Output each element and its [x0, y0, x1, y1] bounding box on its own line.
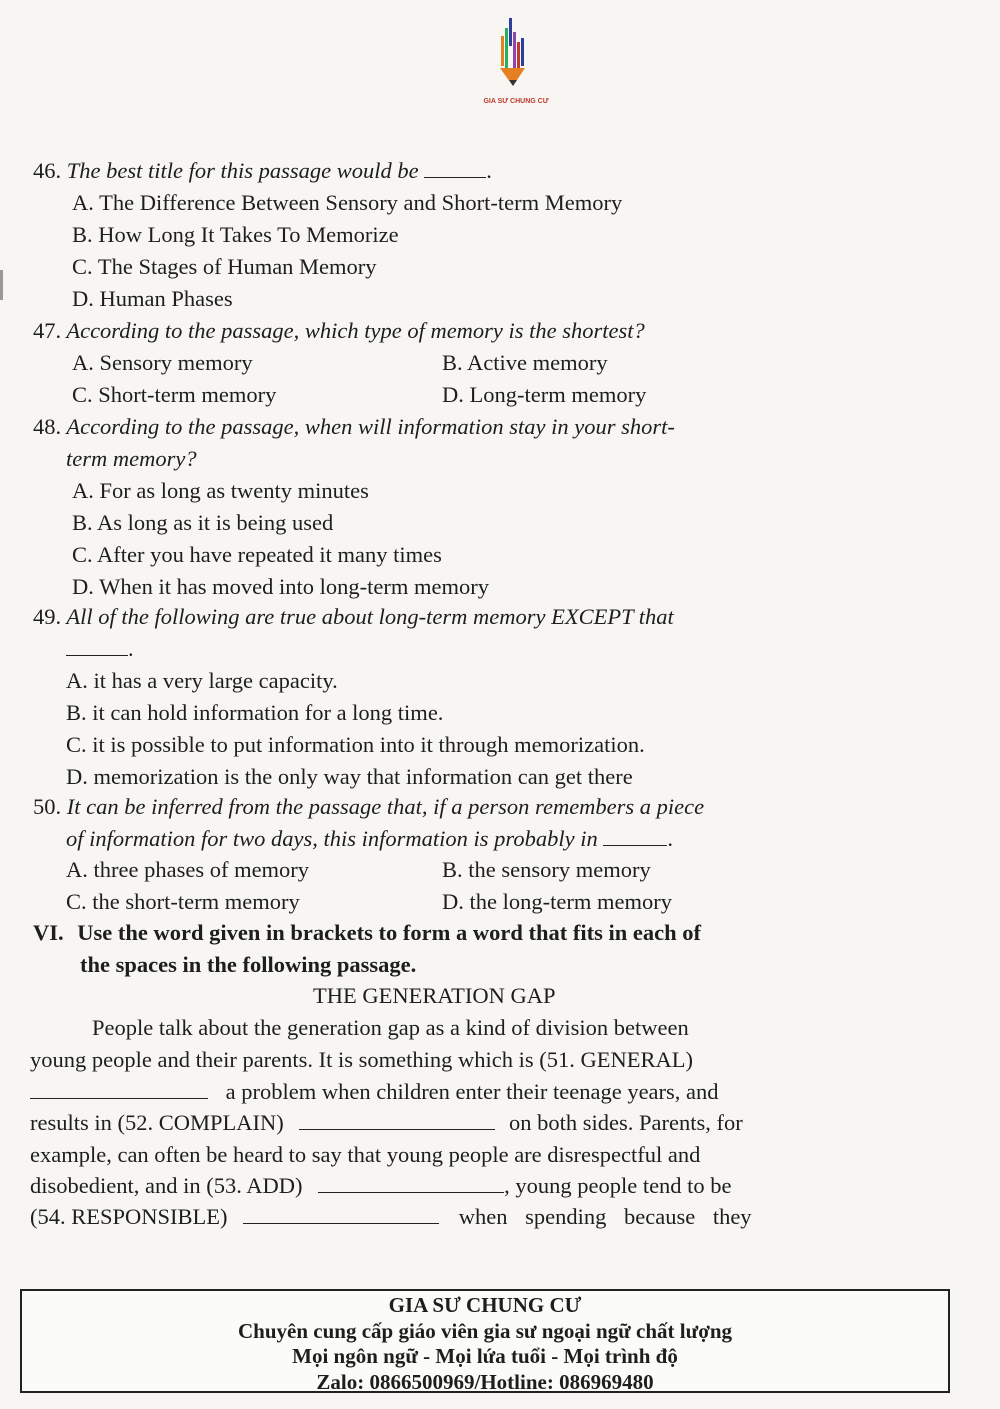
question-47-stem [33, 318, 645, 344]
question-48-stem-cont: term memory? [66, 446, 197, 471]
option-47d: D. Long-term memory [442, 382, 647, 407]
question-50-stem-cont [66, 826, 673, 852]
option-46c: C. The Stages of Human Memory [72, 254, 377, 279]
passage-line-1: People talk about the generation gap as a kind of division between [92, 1015, 689, 1040]
passage-line-4 [30, 1110, 743, 1136]
option-50a: A. three phases of memory [66, 857, 310, 882]
punctuation: . [667, 826, 673, 851]
pencil-logo-icon [478, 14, 554, 98]
option-48d: D. When it has moved into long-term memory [72, 574, 490, 599]
option-47b: B. Active memory [442, 350, 608, 375]
passage-text: disobedient, and in (53. ADD) [30, 1173, 303, 1198]
question-49-blank [66, 636, 134, 662]
passage-text: results in (52. COMPLAIN) [30, 1110, 284, 1135]
answer-blank [603, 827, 667, 846]
question-50-stem [33, 794, 704, 820]
logo [478, 14, 554, 110]
option-49b: B. it can hold information for a long time. [66, 700, 444, 725]
passage-text: , young people tend to be [504, 1173, 732, 1198]
option-49c: C. it is possible to put information into it through memorization. [66, 732, 645, 757]
question-number: 48. [33, 414, 62, 439]
question-number: 46. [33, 158, 62, 183]
passage-text: a problem when children enter their teenage years, and [225, 1079, 719, 1104]
answer-blank-53[interactable] [318, 1174, 504, 1193]
section-6-instruction-cont: the spaces in the following passage. [80, 952, 417, 977]
passage-line-2: young people and their parents. It is something which is (51. GENERAL) [30, 1047, 694, 1072]
answer-blank-54[interactable] [243, 1205, 439, 1224]
question-49-stem [33, 604, 674, 630]
answer-blank-52[interactable] [299, 1111, 495, 1130]
option-49a: A. it has a very large capacity. [66, 668, 338, 693]
punctuation: . [486, 158, 492, 183]
question-46-stem [33, 158, 492, 184]
scan-mark [0, 270, 3, 300]
logo-text: GIA SƯ CHUNG CƯ [483, 98, 549, 105]
option-46b: B. How Long It Takes To Memorize [72, 222, 399, 247]
section-number: VI. [33, 920, 64, 945]
question-text: According to the passage, which type of memory is the shortest? [66, 318, 645, 343]
passage-line-5: example, can often be heard to say that young people are disrespectful and [30, 1142, 701, 1167]
question-text: All of the following are true about long-term memory EXCEPT that [66, 604, 674, 629]
passage-text: on both sides. Parents, for [509, 1110, 743, 1135]
answer-blank [66, 637, 128, 656]
question-text: of information for two days, this information is probably in [66, 826, 598, 851]
passage-line-3 [30, 1079, 719, 1105]
option-46d: D. Human Phases [72, 286, 233, 311]
option-48a: A. For as long as twenty minutes [72, 478, 369, 503]
option-49d: D. memorization is the only way that information can get there [66, 764, 633, 789]
section-6-instruction [33, 920, 701, 946]
passage-line-7 [30, 1204, 752, 1230]
question-text: The best title for this passage would be [66, 158, 419, 183]
option-47c: C. Short-term memory [72, 382, 277, 407]
passage-text: (54. RESPONSIBLE) [30, 1204, 228, 1229]
passage-text: when spending because they [458, 1204, 752, 1229]
passage-line-6 [30, 1173, 732, 1199]
question-number: 47. [33, 318, 62, 343]
answer-blank-51[interactable] [30, 1080, 208, 1099]
option-50d: D. the long-term memory [442, 889, 672, 914]
option-50c: C. the short-term memory [66, 889, 300, 914]
question-text: It can be inferred from the passage that, if a person remembers a piece [66, 794, 705, 819]
option-48c: C. After you have repeated it many times [72, 542, 442, 567]
answer-blank [424, 159, 486, 178]
option-48b: B. As long as it is being used [72, 510, 334, 535]
footer-box [20, 1289, 950, 1393]
question-48-stem [33, 414, 675, 440]
footer-brand: GIA SƯ CHUNG CƯ [388, 1293, 582, 1317]
passage-title: THE GENERATION GAP [313, 983, 556, 1008]
question-number: 49. [33, 604, 62, 629]
option-47a: A. Sensory memory [72, 350, 253, 375]
footer-contact: Zalo: 0866500969/Hotline: 086969480 [316, 1369, 654, 1394]
instruction-text: Use the word given in brackets to form a word that fits in each of [77, 920, 701, 945]
option-50b: B. the sensory memory [442, 857, 651, 882]
footer-tagline: Chuyên cung cấp giáo viên gia sư ngoại ngữ chất lượng [237, 1318, 732, 1343]
question-number: 50. [33, 794, 62, 819]
question-text: According to the passage, when will information stay in your short- [66, 414, 675, 439]
punctuation: . [128, 636, 134, 661]
footer-scope: Mọi ngôn ngữ - Mọi lứa tuổi - Mọi trình độ [292, 1344, 678, 1368]
option-46a: A. The Difference Between Sensory and Short-term Memory [72, 190, 623, 215]
